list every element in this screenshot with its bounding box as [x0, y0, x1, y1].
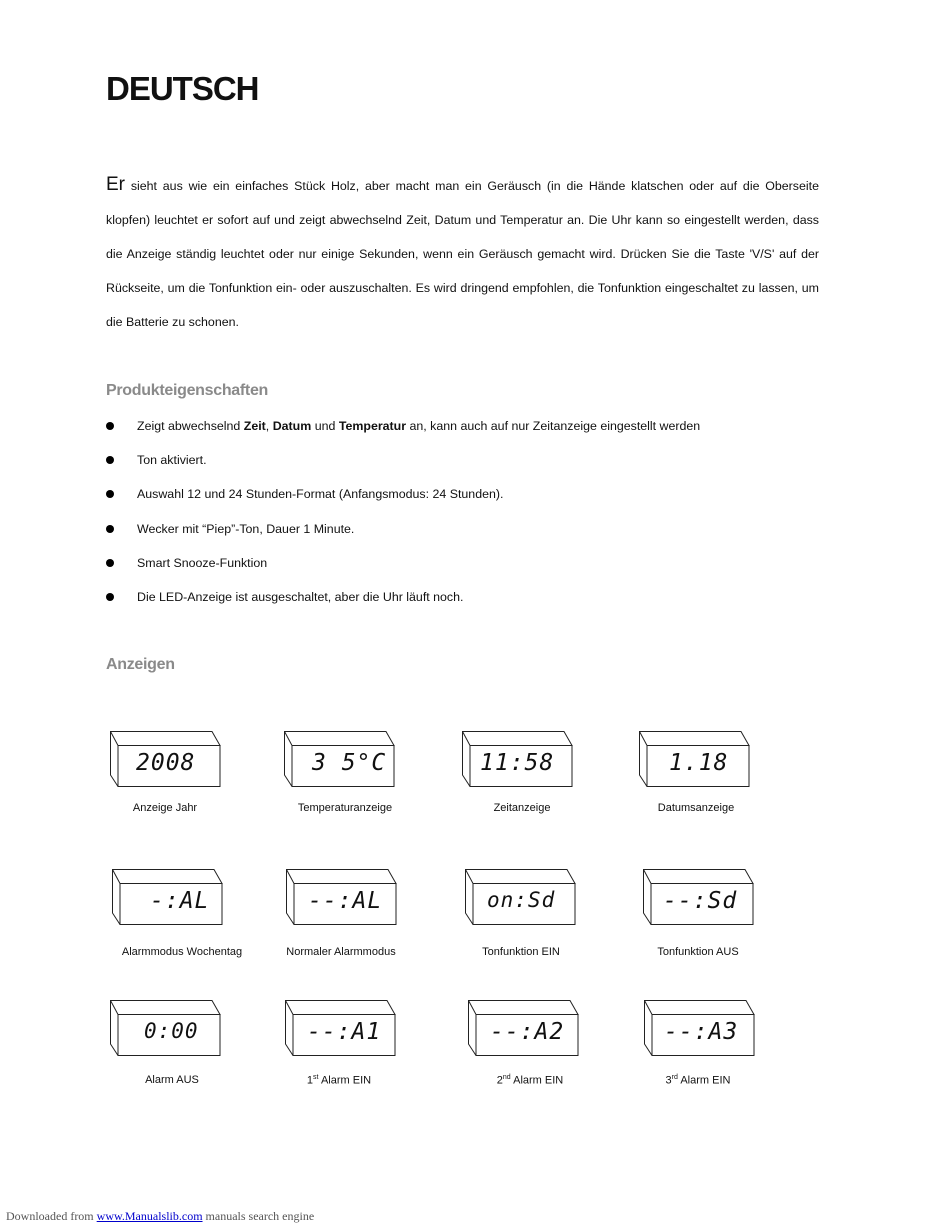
display-device	[285, 1000, 397, 1058]
features-heading: Produkteigenschaften	[106, 382, 269, 399]
lcd-readout: --:A1	[307, 1019, 382, 1045]
bullet-icon	[106, 422, 114, 430]
display-device	[284, 731, 396, 789]
display-device	[639, 731, 751, 789]
lcd-readout: --:A3	[664, 1019, 739, 1045]
bullet-icon	[106, 456, 114, 464]
display-caption: Tonfunktion EIN	[482, 946, 560, 958]
lcd-readout: on:Sd	[487, 888, 556, 912]
lcd-readout: 0:00	[144, 1019, 199, 1043]
list-item: Auswahl 12 und 24 Stunden-Format (Anfangsmodus: 24 Stunden).	[106, 484, 700, 518]
display-device	[462, 731, 574, 789]
page-title: DEUTSCH	[106, 70, 259, 107]
list-item: Die LED-Anzeige ist ausgeschaltet, aber die Uhr läuft noch.	[106, 587, 700, 621]
display-device	[644, 1000, 756, 1058]
bullet-icon	[106, 593, 114, 601]
display-device	[112, 869, 224, 927]
list-item: Zeigt abwechselnd Zeit, Datum und Temperatur an, kann auch auf nur Zeitanzeige eingestellt werden	[106, 416, 700, 450]
display-caption: 3rd Alarm EIN	[665, 1074, 731, 1087]
display-caption: Temperaturanzeige	[297, 802, 393, 814]
list-item: Smart Snooze-Funktion	[106, 553, 700, 587]
display-caption: 1st Alarm EIN	[306, 1074, 372, 1087]
intro-first-word: Er	[106, 174, 125, 195]
display-caption: Datumsanzeige	[657, 802, 735, 814]
list-item: Wecker mit “Piep”-Ton, Dauer 1 Minute.	[106, 519, 700, 553]
display-device	[468, 1000, 580, 1058]
bullet-icon	[106, 559, 114, 567]
lcd-readout: 1.18	[669, 750, 729, 776]
display-device	[110, 731, 222, 789]
features-list	[106, 416, 700, 621]
manualslib-link[interactable]: www.Manualslib.com	[96, 1209, 203, 1223]
display-caption: Alarm AUS	[145, 1074, 199, 1086]
display-device	[465, 869, 577, 927]
list-item: Ton aktiviert.	[106, 450, 700, 484]
display-device	[643, 869, 755, 927]
lcd-readout: 3 5°C	[312, 750, 387, 776]
lcd-readout: --:AL	[308, 888, 383, 914]
display-device	[286, 869, 398, 927]
display-caption: Anzeige Jahr	[132, 802, 198, 814]
lcd-readout: --:Sd	[663, 888, 738, 914]
display-caption: Normaler Alarmmodus	[286, 946, 396, 958]
intro-text: sieht aus wie ein einfaches Stück Holz, aber macht man ein Geräusch (in die Hände klatschen oder auf die Oberseite klopfen) leuchtet er sofort auf und zeigt abwechselnd Zeit, Datum und Temperatur an. Die Uhr kann so eingestellt werden, dass die Anzeige ständig leuchtet oder nur einige Sekunden, wenn ein Geräusch gemacht wird. Drücken Sie die Taste 'V/S' auf der Rückseite, um die Tonfunktion ein- oder auszuschalten. Es wird dringend empfohlen, die Tonfunktion eingeschaltet zu lassen, um die Batterie zu schonen.	[106, 179, 819, 329]
download-footer: Downloaded from www.Manualslib.com manuals search engine	[6, 1209, 315, 1223]
lcd-readout: -:AL	[150, 888, 210, 914]
display-caption: Zeitanzeige	[493, 802, 551, 814]
bullet-icon	[106, 490, 114, 498]
intro-paragraph	[106, 168, 819, 339]
displays-heading: Anzeigen	[106, 656, 175, 673]
lcd-readout: 11:58	[480, 750, 555, 776]
display-caption: Alarmmodus Wochentag	[121, 946, 243, 958]
lcd-readout: --:A2	[490, 1019, 565, 1045]
bullet-icon	[106, 525, 114, 533]
display-device	[110, 1000, 222, 1058]
lcd-readout: 2008	[136, 750, 196, 776]
display-caption: 2nd Alarm EIN	[496, 1074, 564, 1087]
display-caption: Tonfunktion AUS	[657, 946, 739, 958]
